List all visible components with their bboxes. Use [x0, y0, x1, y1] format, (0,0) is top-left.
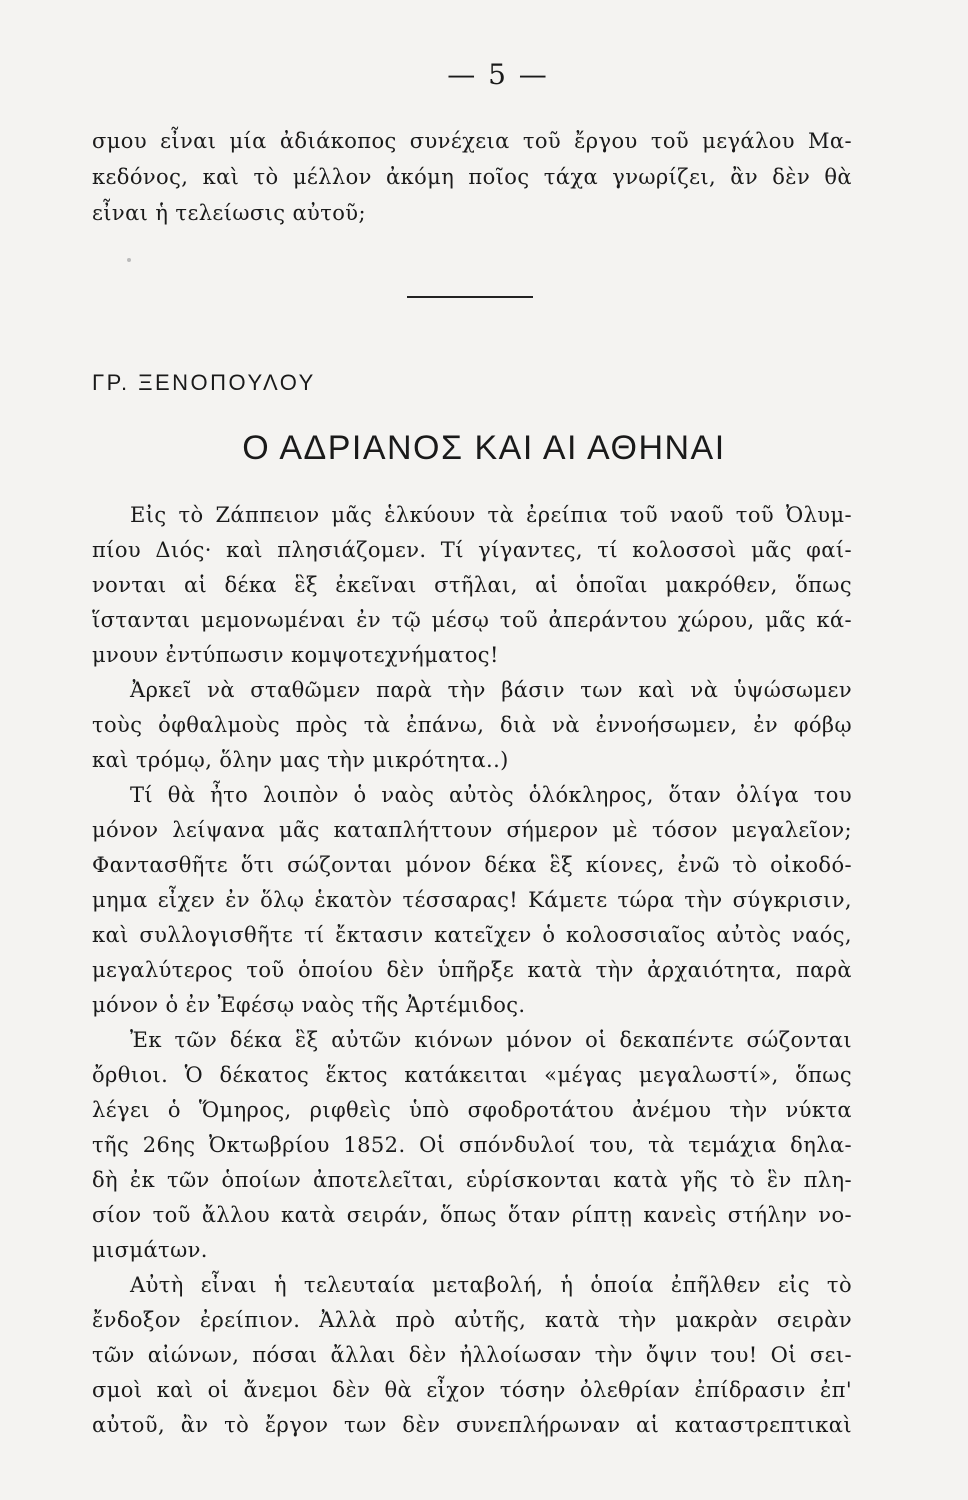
text-line: αὐτοῦ, ἂν τὸ ἔργον των δὲν συνεπλήρωναν αἱ καταστρεπτικαὶ [92, 1413, 852, 1437]
text-line: καὶ τρόμῳ, ὅλην μας τὴν μικρότητα..) [92, 748, 509, 772]
text-line: λέγει ὁ Ὅμηρος, ριφθεὶς ὑπὸ σφοδροτάτου ἀνέμου τὴν νύκτα [92, 1098, 852, 1122]
text-line: κεδόνος, καὶ τὸ μέλλον ἀκόμη ποῖος τάχα γνωρίζει, ἂν δὲν θὰ [92, 165, 852, 189]
author-name: ΓΡ. ΞΕΝΟΠΟΥΛΟΥ [92, 370, 316, 395]
text-line: σμου εἶναι μία ἀδιάκοπος συνέχεια τοῦ ἔργου τοῦ μεγάλου Μα- [92, 129, 852, 153]
text-line: Φαντασθῆτε ὅτι σώζονται μόνον δέκα ἓξ κίονες, ἐνῶ τὸ οἰκοδό- [92, 853, 852, 877]
article-title: Ο ΑΔΡΙΑΝΟΣ ΚΑΙ ΑΙ ΑΘΗΝΑΙ [242, 429, 726, 467]
section-divider [407, 296, 533, 298]
text-line: πίου Διός· καὶ πλησιάζομεν. Τί γίγαντες, τί κολοσσοὶ μᾶς φαί- [92, 538, 852, 562]
text-line: Αὐτὴ εἶναι ἡ τελευταία μεταβολή, ἡ ὁποία ἐπῆλθεν εἰς τὸ [130, 1273, 852, 1297]
text-line: ὄρθιοι. Ὁ δέκατος ἕκτος κατάκειται «μέγας μεγαλωστί», ὅπως [92, 1063, 852, 1087]
text-line: Εἰς τὸ Ζάππειον μᾶς ἑλκύουν τὰ ἐρείπια τοῦ ναοῦ τοῦ Ὀλυμ- [130, 503, 852, 527]
text-line: μεγαλύτερος τοῦ ὁποίου δὲν ὑπῆρξε κατὰ τὴν ἀρχαιότητα, παρὰ [92, 958, 852, 982]
text-line: Τί θὰ ἦτο λοιπὸν ὁ ναὸς αὐτὸς ὁλόκληρος, ὅταν ὀλίγα του [130, 783, 852, 807]
text-line: μισμάτων. [92, 1238, 208, 1262]
text-line: Ἀρκεῖ νὰ σταθῶμεν παρὰ τὴν βάσιν των καὶ νὰ ὑψώσωμεν [130, 678, 852, 702]
page-speck [127, 258, 131, 262]
text-line: νονται αἱ δέκα ἓξ ἐκεῖναι στῆλαι, αἱ ὁποῖαι μακρόθεν, ὅπως [92, 573, 852, 597]
text-line: ἵστανται μεμονωμέναι ἐν τῷ μέσῳ τοῦ ἀπεράντου χώρου, μᾶς κά- [92, 608, 852, 632]
text-line: σίον τοῦ ἄλλου κατὰ σειράν, ὅπως ὅταν ρίπτῃ κανεὶς στήλην νο- [92, 1203, 852, 1227]
text-line: μνουν ἐντύπωσιν κομψοτεχνήματος! [92, 643, 499, 667]
text-line: ἔνδοξον ἐρείπιον. Ἀλλὰ πρὸ αὐτῆς, κατὰ τὴν μακρὰν σειρὰν [92, 1308, 852, 1332]
text-line: καὶ συλλογισθῆτε τί ἔκτασιν κατεῖχεν ὁ κολοσσιαῖος αὐτὸς ναός, [92, 923, 852, 947]
text-line: εἶναι ἡ τελείωσις αὐτοῦ; [92, 201, 366, 225]
text-line: Ἐκ τῶν δέκα ἓξ αὐτῶν κιόνων μόνον οἱ δεκαπέντε σώζονται [130, 1028, 852, 1052]
text-line: τῆς 26ης Ὀκτωβρίου 1852. Οἱ σπόνδυλοί του, τὰ τεμάχια δηλα- [92, 1133, 852, 1157]
text-line: τῶν αἰώνων, πόσαι ἄλλαι δὲν ἠλλοίωσαν τὴν ὄψιν του! Οἱ σει- [92, 1343, 852, 1367]
page-number: — 5 — [447, 58, 549, 91]
text-line: μημα εἶχεν ἐν ὅλῳ ἑκατὸν τέσσαρας! Κάμετε τώρα τὴν σύγκρισιν, [92, 888, 852, 912]
text-line: δὴ ἐκ τῶν ὁποίων ἀποτελεῖται, εὑρίσκονται κατὰ γῆς τὸ ἓν πλη- [92, 1168, 852, 1192]
text-line: μόνον λείψανα μᾶς καταπλήττουν σήμερον μὲ τόσον μεγαλεῖον; [92, 818, 852, 842]
text-line: σμοὶ καὶ οἱ ἄνεμοι δὲν θὰ εἶχον τόσην ὀλεθρίαν ἐπίδρασιν ἐπ' [92, 1378, 852, 1402]
text-line: μόνον ὁ ἐν Ἐφέσῳ ναὸς τῆς Ἀρτέμιδος. [92, 993, 526, 1017]
text-line: τοὺς ὀφθαλμοὺς πρὸς τὰ ἐπάνω, διὰ νὰ ἐννοήσωμεν, ἐν φόβῳ [92, 713, 852, 737]
